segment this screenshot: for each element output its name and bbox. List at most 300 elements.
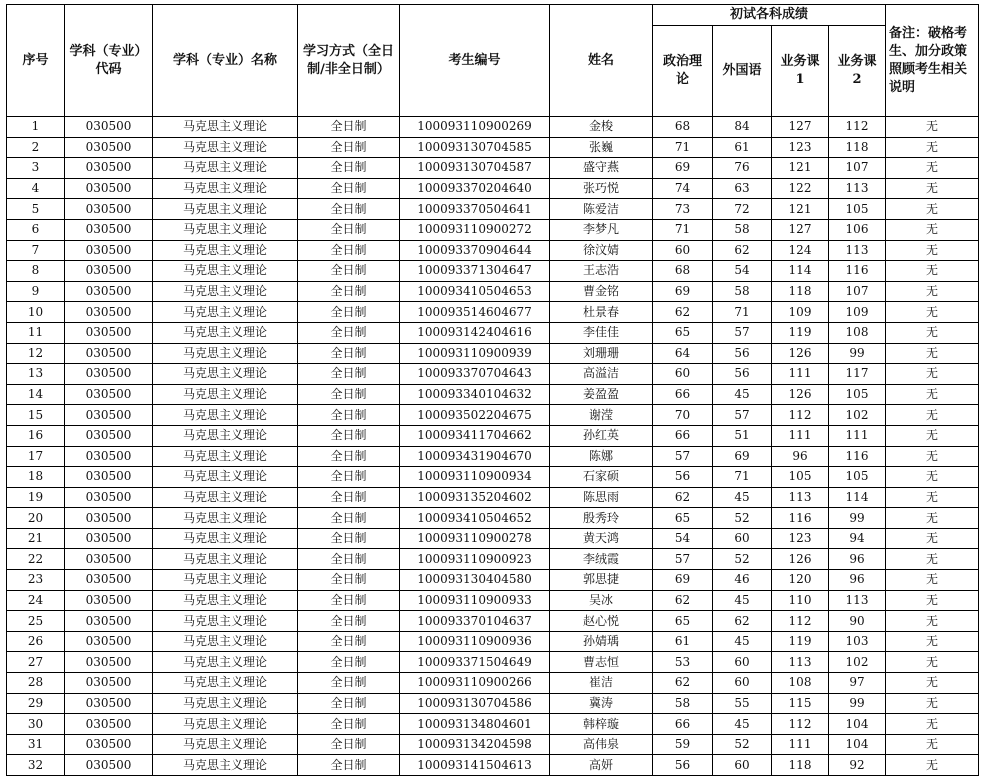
cell-student-name: 刘珊珊 <box>550 343 653 364</box>
cell-foreign-score: 55 <box>713 693 772 714</box>
cell-student-name: 崔洁 <box>550 673 653 694</box>
cell-politics-score: 60 <box>653 364 713 385</box>
cell-student-name: 黄天鸿 <box>550 528 653 549</box>
cell-politics-score: 69 <box>653 281 713 302</box>
cell-student-name: 高溢洁 <box>550 364 653 385</box>
table-row <box>7 364 979 385</box>
cell-exam-number: 100093370104637 <box>400 611 550 632</box>
cell-seq: 30 <box>7 714 65 735</box>
cell-course1-score: 96 <box>772 446 829 467</box>
cell-code: 030500 <box>65 178 153 199</box>
cell-study-mode: 全日制 <box>298 199 400 220</box>
table-row <box>7 652 979 673</box>
cell-seq: 19 <box>7 487 65 508</box>
header-remark: 备注：破格考生、加分政策照顾考生相关说明 <box>886 5 979 117</box>
cell-course2-score: 109 <box>829 302 886 323</box>
cell-study-mode: 全日制 <box>298 652 400 673</box>
cell-study-mode: 全日制 <box>298 219 400 240</box>
cell-study-mode: 全日制 <box>298 178 400 199</box>
cell-seq: 25 <box>7 611 65 632</box>
cell-code: 030500 <box>65 487 153 508</box>
cell-remark: 无 <box>886 446 979 467</box>
cell-student-name: 吴冰 <box>550 590 653 611</box>
table-row <box>7 570 979 591</box>
cell-course1-score: 114 <box>772 261 829 282</box>
cell-foreign-score: 51 <box>713 425 772 446</box>
cell-seq: 29 <box>7 693 65 714</box>
cell-course2-score: 111 <box>829 425 886 446</box>
cell-seq: 14 <box>7 384 65 405</box>
cell-course2-score: 103 <box>829 631 886 652</box>
cell-remark: 无 <box>886 261 979 282</box>
cell-study-mode: 全日制 <box>298 425 400 446</box>
cell-code: 030500 <box>65 549 153 570</box>
cell-code: 030500 <box>65 528 153 549</box>
cell-seq: 32 <box>7 755 65 776</box>
header-mode: 学习方式（全日制/非全日制） <box>298 5 400 117</box>
cell-major-name: 马克思主义理论 <box>153 158 298 179</box>
cell-politics-score: 69 <box>653 158 713 179</box>
table-row <box>7 158 979 179</box>
cell-course1-score: 116 <box>772 508 829 529</box>
cell-foreign-score: 54 <box>713 261 772 282</box>
cell-politics-score: 65 <box>653 508 713 529</box>
cell-remark: 无 <box>886 178 979 199</box>
cell-politics-score: 66 <box>653 425 713 446</box>
cell-politics-score: 65 <box>653 611 713 632</box>
cell-course2-score: 97 <box>829 673 886 694</box>
cell-exam-number: 100093370504641 <box>400 199 550 220</box>
cell-code: 030500 <box>65 631 153 652</box>
cell-course2-score: 96 <box>829 570 886 591</box>
cell-remark: 无 <box>886 322 979 343</box>
cell-foreign-score: 57 <box>713 322 772 343</box>
cell-remark: 无 <box>886 487 979 508</box>
header-exam-no: 考生编号 <box>400 5 550 117</box>
cell-study-mode: 全日制 <box>298 281 400 302</box>
cell-study-mode: 全日制 <box>298 261 400 282</box>
cell-politics-score: 71 <box>653 219 713 240</box>
cell-seq: 5 <box>7 199 65 220</box>
cell-foreign-score: 58 <box>713 281 772 302</box>
cell-course2-score: 105 <box>829 467 886 488</box>
cell-politics-score: 74 <box>653 178 713 199</box>
table-row <box>7 117 979 138</box>
cell-major-name: 马克思主义理论 <box>153 343 298 364</box>
cell-exam-number: 100093110900266 <box>400 673 550 694</box>
cell-major-name: 马克思主义理论 <box>153 425 298 446</box>
cell-student-name: 赵心悦 <box>550 611 653 632</box>
table-row <box>7 467 979 488</box>
cell-remark: 无 <box>886 549 979 570</box>
cell-student-name: 徐汶婧 <box>550 240 653 261</box>
cell-course1-score: 112 <box>772 405 829 426</box>
cell-student-name: 高伟泉 <box>550 734 653 755</box>
cell-politics-score: 58 <box>653 693 713 714</box>
cell-code: 030500 <box>65 693 153 714</box>
cell-student-name: 陈思雨 <box>550 487 653 508</box>
cell-student-name: 陈娜 <box>550 446 653 467</box>
cell-seq: 28 <box>7 673 65 694</box>
cell-course2-score: 96 <box>829 549 886 570</box>
cell-foreign-score: 63 <box>713 178 772 199</box>
cell-foreign-score: 84 <box>713 117 772 138</box>
cell-course1-score: 121 <box>772 158 829 179</box>
cell-seq: 6 <box>7 219 65 240</box>
cell-remark: 无 <box>886 219 979 240</box>
cell-course2-score: 114 <box>829 487 886 508</box>
cell-exam-number: 100093110900923 <box>400 549 550 570</box>
cell-seq: 22 <box>7 549 65 570</box>
cell-exam-number: 100093110900939 <box>400 343 550 364</box>
cell-major-name: 马克思主义理论 <box>153 137 298 158</box>
cell-code: 030500 <box>65 199 153 220</box>
cell-course2-score: 117 <box>829 364 886 385</box>
cell-course1-score: 126 <box>772 549 829 570</box>
cell-student-name: 张巧悦 <box>550 178 653 199</box>
cell-code: 030500 <box>65 446 153 467</box>
cell-major-name: 马克思主义理论 <box>153 384 298 405</box>
cell-exam-number: 100093514604677 <box>400 302 550 323</box>
cell-study-mode: 全日制 <box>298 343 400 364</box>
cell-exam-number: 100093134804601 <box>400 714 550 735</box>
cell-exam-number: 100093130704587 <box>400 158 550 179</box>
cell-major-name: 马克思主义理论 <box>153 240 298 261</box>
cell-study-mode: 全日制 <box>298 384 400 405</box>
table-row <box>7 302 979 323</box>
cell-major-name: 马克思主义理论 <box>153 590 298 611</box>
cell-course1-score: 110 <box>772 590 829 611</box>
cell-major-name: 马克思主义理论 <box>153 281 298 302</box>
cell-code: 030500 <box>65 467 153 488</box>
cell-code: 030500 <box>65 714 153 735</box>
cell-code: 030500 <box>65 405 153 426</box>
cell-remark: 无 <box>886 590 979 611</box>
cell-remark: 无 <box>886 281 979 302</box>
table-row <box>7 137 979 158</box>
cell-course1-score: 105 <box>772 467 829 488</box>
cell-exam-number: 100093110900272 <box>400 219 550 240</box>
cell-foreign-score: 60 <box>713 528 772 549</box>
cell-course1-score: 111 <box>772 734 829 755</box>
cell-course1-score: 112 <box>772 611 829 632</box>
cell-course1-score: 111 <box>772 364 829 385</box>
cell-student-name: 郭思捷 <box>550 570 653 591</box>
cell-course1-score: 113 <box>772 652 829 673</box>
cell-study-mode: 全日制 <box>298 549 400 570</box>
cell-course1-score: 111 <box>772 425 829 446</box>
cell-major-name: 马克思主义理论 <box>153 570 298 591</box>
cell-remark: 无 <box>886 570 979 591</box>
cell-seq: 3 <box>7 158 65 179</box>
cell-student-name: 姜盈盈 <box>550 384 653 405</box>
cell-code: 030500 <box>65 590 153 611</box>
cell-course2-score: 113 <box>829 178 886 199</box>
cell-student-name: 杜景春 <box>550 302 653 323</box>
cell-code: 030500 <box>65 322 153 343</box>
cell-remark: 无 <box>886 117 979 138</box>
cell-seq: 2 <box>7 137 65 158</box>
cell-major-name: 马克思主义理论 <box>153 508 298 529</box>
cell-code: 030500 <box>65 343 153 364</box>
cell-study-mode: 全日制 <box>298 364 400 385</box>
cell-exam-number: 100093134204598 <box>400 734 550 755</box>
cell-remark: 无 <box>886 611 979 632</box>
cell-study-mode: 全日制 <box>298 508 400 529</box>
cell-seq: 9 <box>7 281 65 302</box>
cell-study-mode: 全日制 <box>298 755 400 776</box>
cell-course1-score: 127 <box>772 117 829 138</box>
cell-politics-score: 62 <box>653 673 713 694</box>
cell-remark: 无 <box>886 364 979 385</box>
cell-politics-score: 68 <box>653 117 713 138</box>
cell-course1-score: 127 <box>772 219 829 240</box>
cell-course2-score: 94 <box>829 528 886 549</box>
cell-remark: 无 <box>886 631 979 652</box>
cell-student-name: 盛守燕 <box>550 158 653 179</box>
cell-major-name: 马克思主义理论 <box>153 528 298 549</box>
cell-seq: 15 <box>7 405 65 426</box>
cell-student-name: 王志浩 <box>550 261 653 282</box>
cell-remark: 无 <box>886 199 979 220</box>
table-row <box>7 261 979 282</box>
cell-code: 030500 <box>65 734 153 755</box>
cell-study-mode: 全日制 <box>298 302 400 323</box>
cell-politics-score: 57 <box>653 446 713 467</box>
cell-course1-score: 118 <box>772 281 829 302</box>
cell-study-mode: 全日制 <box>298 117 400 138</box>
cell-student-name: 陈爱洁 <box>550 199 653 220</box>
cell-course2-score: 107 <box>829 281 886 302</box>
cell-remark: 无 <box>886 528 979 549</box>
cell-study-mode: 全日制 <box>298 631 400 652</box>
cell-course2-score: 105 <box>829 384 886 405</box>
cell-study-mode: 全日制 <box>298 714 400 735</box>
cell-course1-score: 126 <box>772 343 829 364</box>
cell-exam-number: 100093110900933 <box>400 590 550 611</box>
cell-student-name: 韩梓璇 <box>550 714 653 735</box>
score-table-container <box>6 4 979 776</box>
cell-code: 030500 <box>65 302 153 323</box>
cell-student-name: 冀涛 <box>550 693 653 714</box>
cell-politics-score: 69 <box>653 570 713 591</box>
cell-politics-score: 68 <box>653 261 713 282</box>
cell-exam-number: 100093371504649 <box>400 652 550 673</box>
cell-foreign-score: 57 <box>713 405 772 426</box>
cell-foreign-score: 62 <box>713 611 772 632</box>
cell-course2-score: 113 <box>829 240 886 261</box>
table-row <box>7 240 979 261</box>
table-row <box>7 384 979 405</box>
cell-exam-number: 100093431904670 <box>400 446 550 467</box>
cell-code: 030500 <box>65 261 153 282</box>
cell-exam-number: 100093130404580 <box>400 570 550 591</box>
cell-foreign-score: 45 <box>713 487 772 508</box>
cell-foreign-score: 60 <box>713 755 772 776</box>
table-row <box>7 178 979 199</box>
cell-seq: 26 <box>7 631 65 652</box>
cell-course1-score: 121 <box>772 199 829 220</box>
cell-seq: 18 <box>7 467 65 488</box>
cell-major-name: 马克思主义理论 <box>153 467 298 488</box>
cell-major-name: 马克思主义理论 <box>153 199 298 220</box>
cell-foreign-score: 71 <box>713 302 772 323</box>
cell-seq: 24 <box>7 590 65 611</box>
table-row <box>7 405 979 426</box>
cell-exam-number: 100093110900269 <box>400 117 550 138</box>
cell-course2-score: 116 <box>829 446 886 467</box>
table-row <box>7 425 979 446</box>
cell-course1-score: 122 <box>772 178 829 199</box>
cell-course1-score: 126 <box>772 384 829 405</box>
cell-seq: 11 <box>7 322 65 343</box>
cell-study-mode: 全日制 <box>298 487 400 508</box>
cell-course2-score: 104 <box>829 734 886 755</box>
cell-study-mode: 全日制 <box>298 590 400 611</box>
cell-foreign-score: 61 <box>713 137 772 158</box>
cell-course1-score: 118 <box>772 755 829 776</box>
cell-major-name: 马克思主义理论 <box>153 611 298 632</box>
cell-code: 030500 <box>65 384 153 405</box>
cell-course2-score: 99 <box>829 343 886 364</box>
cell-course1-score: 123 <box>772 137 829 158</box>
cell-study-mode: 全日制 <box>298 693 400 714</box>
cell-remark: 无 <box>886 693 979 714</box>
cell-remark: 无 <box>886 734 979 755</box>
cell-foreign-score: 71 <box>713 467 772 488</box>
table-header <box>7 5 979 117</box>
cell-student-name: 李绒霞 <box>550 549 653 570</box>
table-row <box>7 528 979 549</box>
cell-major-name: 马克思主义理论 <box>153 322 298 343</box>
cell-major-name: 马克思主义理论 <box>153 261 298 282</box>
cell-seq: 1 <box>7 117 65 138</box>
cell-major-name: 马克思主义理论 <box>153 693 298 714</box>
cell-study-mode: 全日制 <box>298 611 400 632</box>
cell-exam-number: 100093502204675 <box>400 405 550 426</box>
cell-seq: 10 <box>7 302 65 323</box>
cell-student-name: 李佳佳 <box>550 322 653 343</box>
cell-course2-score: 104 <box>829 714 886 735</box>
cell-course2-score: 99 <box>829 693 886 714</box>
table-row <box>7 322 979 343</box>
cell-foreign-score: 52 <box>713 508 772 529</box>
cell-student-name: 孙婧瑀 <box>550 631 653 652</box>
table-row <box>7 693 979 714</box>
cell-politics-score: 57 <box>653 549 713 570</box>
cell-course2-score: 107 <box>829 158 886 179</box>
cell-course1-score: 124 <box>772 240 829 261</box>
table-row <box>7 487 979 508</box>
cell-major-name: 马克思主义理论 <box>153 446 298 467</box>
table-row <box>7 755 979 776</box>
header-course2: 业务课2 <box>829 26 886 117</box>
table-row <box>7 590 979 611</box>
cell-seq: 13 <box>7 364 65 385</box>
cell-remark: 无 <box>886 425 979 446</box>
cell-exam-number: 100093142404616 <box>400 322 550 343</box>
cell-exam-number: 100093371304647 <box>400 261 550 282</box>
table-row <box>7 199 979 220</box>
cell-exam-number: 100093110900278 <box>400 528 550 549</box>
cell-politics-score: 70 <box>653 405 713 426</box>
cell-study-mode: 全日制 <box>298 405 400 426</box>
cell-exam-number: 100093110900936 <box>400 631 550 652</box>
cell-code: 030500 <box>65 611 153 632</box>
cell-student-name: 孙红英 <box>550 425 653 446</box>
cell-major-name: 马克思主义理论 <box>153 652 298 673</box>
header-seq: 序号 <box>7 5 65 117</box>
cell-foreign-score: 45 <box>713 384 772 405</box>
cell-course1-score: 112 <box>772 714 829 735</box>
cell-study-mode: 全日制 <box>298 673 400 694</box>
cell-remark: 无 <box>886 343 979 364</box>
cell-politics-score: 56 <box>653 467 713 488</box>
cell-major-name: 马克思主义理论 <box>153 487 298 508</box>
cell-remark: 无 <box>886 755 979 776</box>
cell-remark: 无 <box>886 405 979 426</box>
cell-major-name: 马克思主义理论 <box>153 405 298 426</box>
cell-major-name: 马克思主义理论 <box>153 714 298 735</box>
cell-course2-score: 102 <box>829 652 886 673</box>
cell-politics-score: 56 <box>653 755 713 776</box>
cell-course2-score: 106 <box>829 219 886 240</box>
admission-score-table <box>6 4 979 776</box>
cell-study-mode: 全日制 <box>298 446 400 467</box>
cell-politics-score: 65 <box>653 322 713 343</box>
cell-course2-score: 92 <box>829 755 886 776</box>
cell-study-mode: 全日制 <box>298 240 400 261</box>
cell-course1-score: 109 <box>772 302 829 323</box>
cell-code: 030500 <box>65 425 153 446</box>
cell-foreign-score: 56 <box>713 364 772 385</box>
cell-politics-score: 71 <box>653 137 713 158</box>
cell-politics-score: 62 <box>653 590 713 611</box>
cell-exam-number: 100093370904644 <box>400 240 550 261</box>
cell-study-mode: 全日制 <box>298 322 400 343</box>
cell-foreign-score: 62 <box>713 240 772 261</box>
cell-politics-score: 54 <box>653 528 713 549</box>
table-row <box>7 219 979 240</box>
cell-major-name: 马克思主义理论 <box>153 673 298 694</box>
cell-seq: 20 <box>7 508 65 529</box>
cell-foreign-score: 60 <box>713 652 772 673</box>
header-course1: 业务课1 <box>772 26 829 117</box>
table-row <box>7 611 979 632</box>
table-row <box>7 281 979 302</box>
cell-exam-number: 100093410504653 <box>400 281 550 302</box>
cell-seq: 4 <box>7 178 65 199</box>
cell-exam-number: 100093141504613 <box>400 755 550 776</box>
header-row-1 <box>7 5 979 26</box>
cell-major-name: 马克思主义理论 <box>153 178 298 199</box>
cell-course2-score: 118 <box>829 137 886 158</box>
cell-code: 030500 <box>65 652 153 673</box>
cell-foreign-score: 52 <box>713 734 772 755</box>
cell-code: 030500 <box>65 240 153 261</box>
cell-seq: 7 <box>7 240 65 261</box>
cell-seq: 27 <box>7 652 65 673</box>
cell-code: 030500 <box>65 570 153 591</box>
cell-foreign-score: 76 <box>713 158 772 179</box>
cell-study-mode: 全日制 <box>298 570 400 591</box>
cell-exam-number: 100093340104632 <box>400 384 550 405</box>
cell-foreign-score: 58 <box>713 219 772 240</box>
cell-code: 030500 <box>65 158 153 179</box>
cell-foreign-score: 45 <box>713 590 772 611</box>
cell-politics-score: 61 <box>653 631 713 652</box>
cell-study-mode: 全日制 <box>298 137 400 158</box>
